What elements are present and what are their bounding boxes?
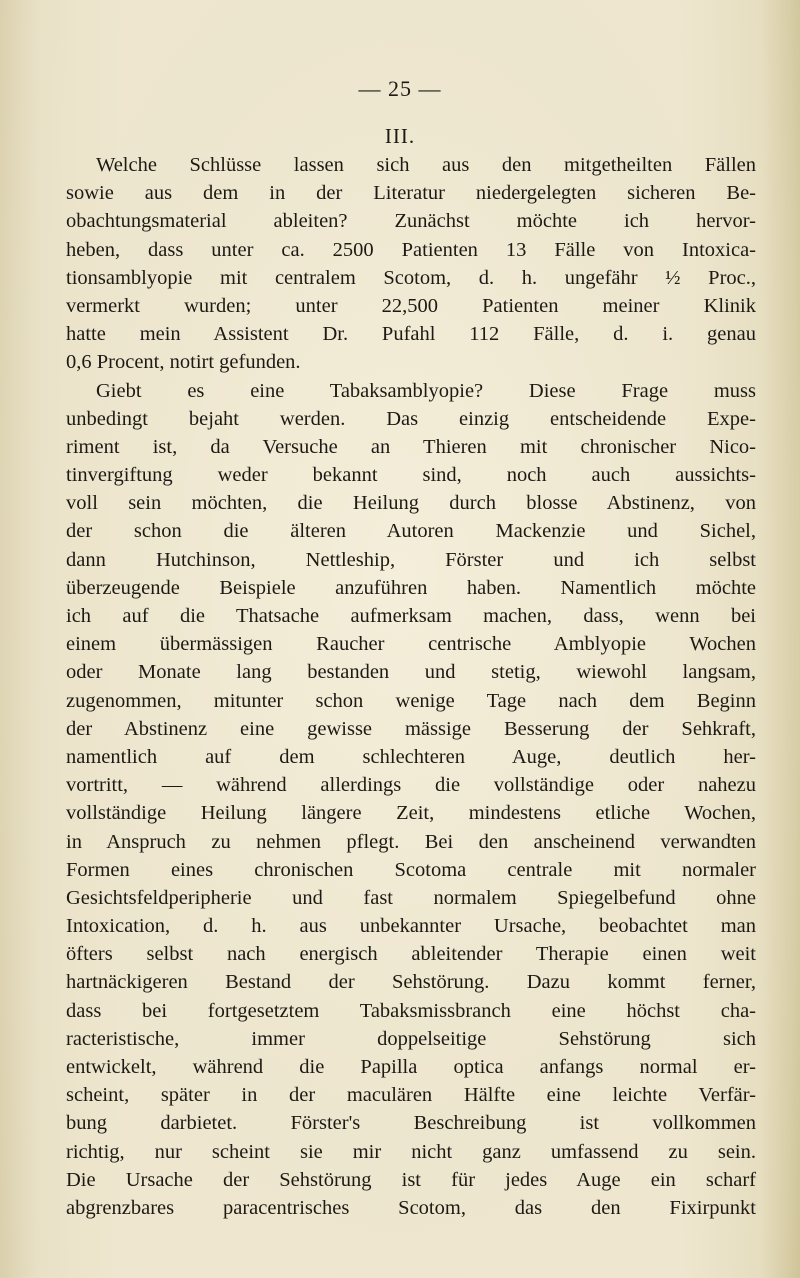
text-line: sowie aus dem in der Literatur niedergelegten sicheren Be- <box>66 182 756 205</box>
text-line: obachtungsmaterial ableiten? Zunächst möchte ich hervor- <box>66 210 756 233</box>
text-line: entwickelt, während die Papilla optica anfangs normal er- <box>66 1056 756 1078</box>
text-line: Intoxication, d. h. aus unbekannter Ursache, beobachtet man <box>66 915 756 938</box>
text-line: riment ist, da Versuche an Thieren mit chronischer Nico- <box>66 435 756 458</box>
text-line: racteristische, immer doppelseitige Sehstörung sich <box>66 1027 756 1050</box>
text-line: der schon die älteren Autoren Mackenzie und Sichel, <box>66 520 756 543</box>
text-line: dann Hutchinson, Nettleship, Förster und ich selbst <box>66 548 756 571</box>
text-line: unbedingt bejaht werden. Das einzig entscheidende Expe- <box>66 407 756 430</box>
text-line: überzeugende Beispiele anzuführen haben. Namentlich möchte <box>66 576 756 599</box>
text-line: tinvergiftung weder bekannt sind, noch auch aussichts- <box>66 464 756 487</box>
text-line: Die Ursache der Sehstörung ist für jedes Auge ein scharf <box>66 1168 756 1191</box>
text-line: scheint, später in der maculären Hälfte eine leichte Verfär- <box>66 1084 756 1107</box>
text-line: heben, dass unter ca. 2500 Patienten 13 Fälle von Intoxica- <box>66 238 756 261</box>
text-line: einem übermässigen Raucher centrische Amblyopie Wochen <box>66 633 756 656</box>
text-line: Giebt es eine Tabaksamblyopie? Diese Frage muss <box>96 379 756 402</box>
text-line: namentlich auf dem schlechteren Auge, deutlich her- <box>66 745 756 768</box>
text-line: Welche Schlüsse lassen sich aus den mitgetheilten Fällen <box>96 154 756 176</box>
text-line: zugenommen, mitunter schon wenige Tage nach dem Beginn <box>66 689 756 712</box>
text-line: 0,6 Procent, notirt gefunden. <box>66 351 301 374</box>
text-line: abgrenzbares paracentrisches Scotom, das den Fixirpunkt <box>66 1196 756 1219</box>
text-line: vermerkt wurden; unter 22,500 Patienten meiner Klinik <box>66 294 756 317</box>
text-line: in Anspruch zu nehmen pflegt. Bei den anscheinend verwandten <box>66 830 756 853</box>
text-line: dass bei fortgesetztem Tabaksmissbranch eine höchst cha- <box>66 999 756 1022</box>
text-line: der Abstinenz eine gewisse mässige Besserung der Sehkraft, <box>66 717 756 740</box>
text-line: tionsamblyopie mit centralem Scotom, d. h. ungefähr ½ Proc., <box>66 266 756 289</box>
text-line: bung darbietet. Förster's Beschreibung ist vollkommen <box>66 1112 756 1135</box>
text-line: ich auf die Thatsache aufmerksam machen, dass, wenn bei <box>66 605 756 627</box>
text-line: Gesichtsfeldperipherie und fast normalem Spiegelbefund ohne <box>66 886 756 909</box>
body-text <box>66 151 756 1222</box>
text-line: Formen eines chronischen Scotoma centrale mit normaler <box>66 858 756 881</box>
text-line: öfters selbst nach energisch ableitender Therapie einen weit <box>66 943 756 966</box>
section-heading: III. <box>384 124 416 148</box>
text-line: hatte mein Assistent Dr. Pufahl 112 Fälle, d. i. genau <box>66 323 756 346</box>
text-line: voll sein möchten, die Heilung durch blosse Abstinenz, von <box>66 492 756 515</box>
text-line: hartnäckigeren Bestand der Sehstörung. Dazu kommt ferner, <box>66 971 756 994</box>
page-number: — 25 — <box>358 76 442 101</box>
text-line: oder Monate lang bestanden und stetig, wiewohl langsam, <box>66 661 756 684</box>
text-line: richtig, nur scheint sie mir nicht ganz umfassend zu sein. <box>66 1140 756 1163</box>
text-line: vortritt, — während allerdings die vollständige oder nahezu <box>66 774 756 797</box>
text-line: vollständige Heilung längere Zeit, mindestens etliche Wochen, <box>66 802 756 825</box>
